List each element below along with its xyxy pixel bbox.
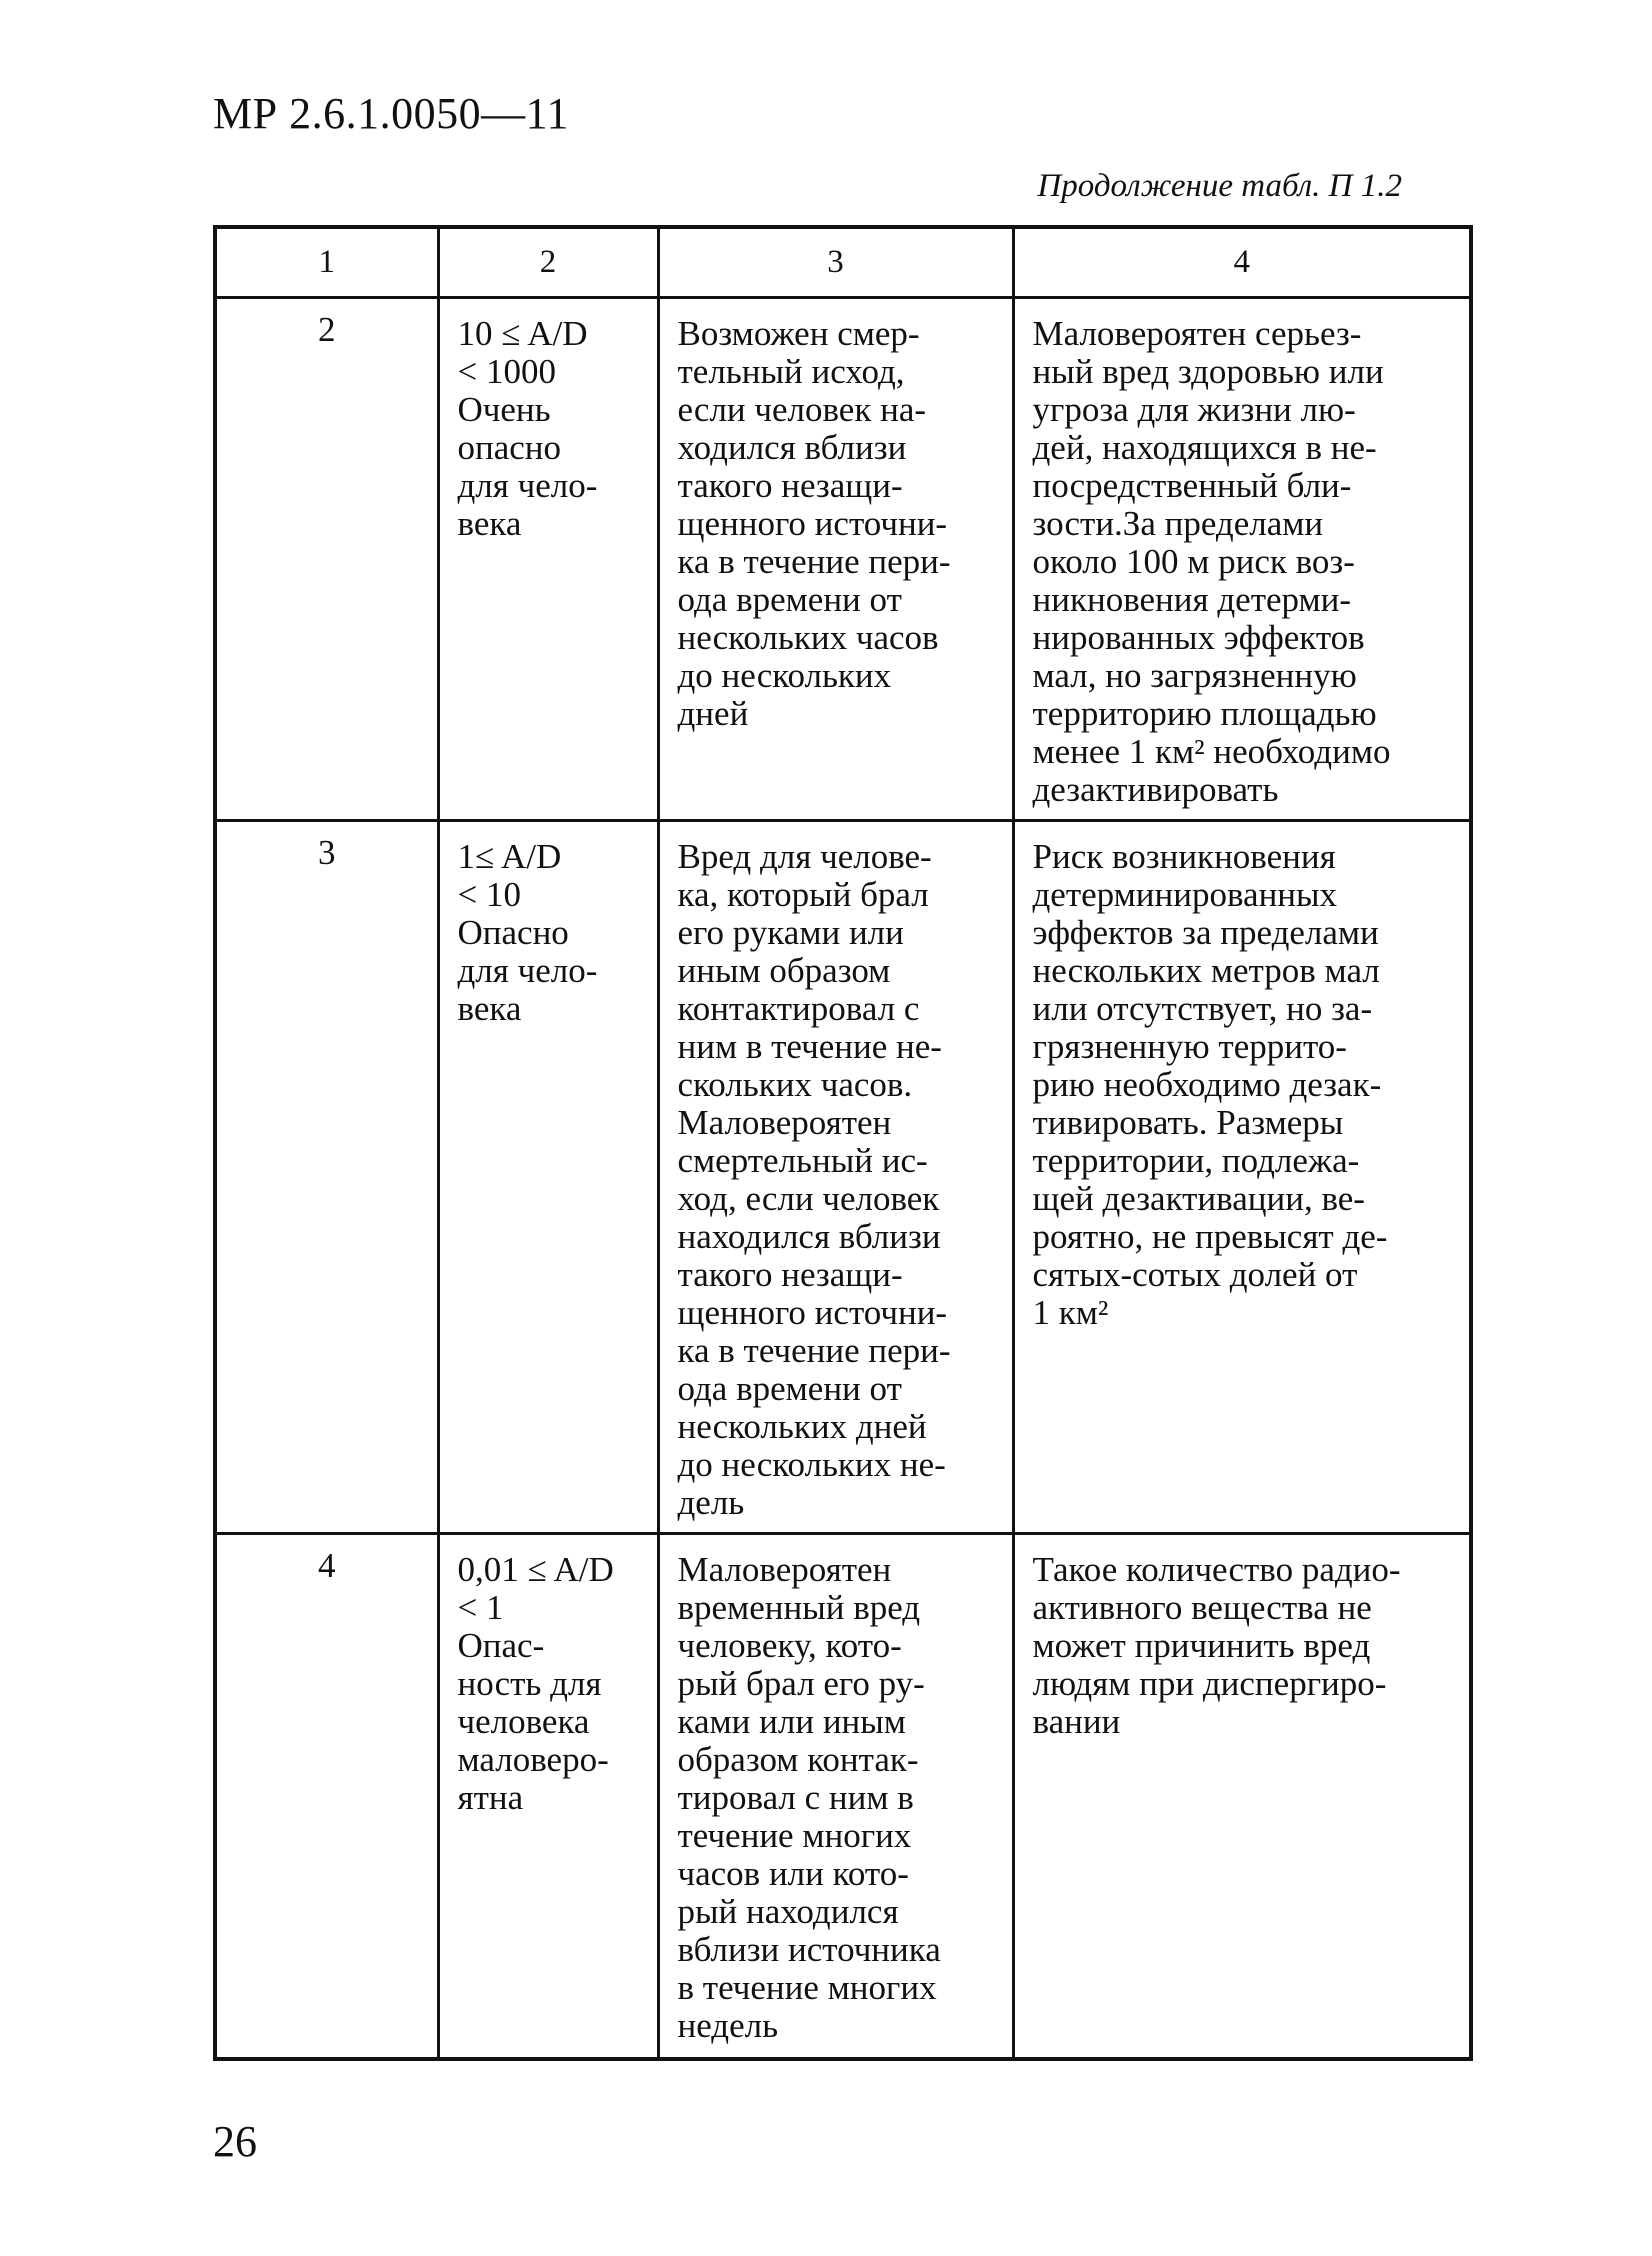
hazard-category-table (213, 225, 1473, 2061)
ratio-cell: 1≤ A/D < 10 Опасно для чело- века (438, 821, 658, 1534)
column-header-3: 3 (658, 227, 1013, 298)
column-header-1: 1 (215, 227, 438, 298)
table-row (215, 298, 1471, 821)
document-code: МР 2.6.1.0050—11 (213, 89, 569, 138)
ratio-cell: 10 ≤ A/D < 1000 Очень опасно для чело- века (438, 298, 658, 821)
effect-cell: Маловероятен временный вред человеку, кото- рый брал его ру- ками или иным образом контак- тировал с ним в течение многих часов или кото- рый находился вблизи источника в течение многих недель (658, 1534, 1013, 2059)
column-header-4: 4 (1013, 227, 1471, 298)
consequences-cell: Маловероятен серьез- ный вред здоровью или угроза для жизни лю- дей, находящихся в не- посредственный бли- зости.За пределами около 100 м риск воз- никновения детерми- нированных эффектов мал, но загрязненную территорию площадью менее 1 км² необходимо дезактивировать (1013, 298, 1471, 821)
column-number-row (215, 227, 1471, 298)
category-cell (215, 298, 438, 821)
table-row (215, 821, 1471, 1534)
page-number: 26 (213, 2117, 257, 2166)
consequences-cell: Такое количество радио- активного вещества не может причинить вред людям при диспергиро- вании (1013, 1534, 1471, 2059)
column-header-2: 2 (438, 227, 658, 298)
category-value: 3 (318, 833, 336, 872)
table-row (215, 1534, 1471, 2059)
ratio-cell: 0,01 ≤ A/D < 1 Опас- ность для человека маловеро- ятна (438, 1534, 658, 2059)
category-cell (215, 1534, 438, 2059)
table-caption: Продолжение табл. П 1.2 (1037, 168, 1402, 204)
consequences-cell: Риск возникновения детерминированных эффектов за пределами нескольких метров мал или отсутствует, но за- грязненную террито- рию необходимо дезак- тивировать. Размеры территории, подлежа- щей дезактивации, ве- роятно, не превысят де- сятых-сотых долей от 1 км² (1013, 821, 1471, 1534)
category-value: 4 (318, 1546, 336, 1585)
effect-cell: Возможен смер- тельный исход, если человек на- ходился вблизи такого незащи- щенного источни- ка в течение пери- ода времени от нескольких часов до нескольких дней (658, 298, 1013, 821)
category-value: 2 (318, 310, 336, 349)
effect-cell: Вред для челове- ка, который брал его руками или иным образом контактировал с ним в течение не- скольких часов. Маловероятен смертельный ис- ход, если человек находился вблизи такого незащи- щенного источни- ка в течение пери- ода времени от нескольких дней до нескольких не- дель (658, 821, 1013, 1534)
category-cell (215, 821, 438, 1534)
